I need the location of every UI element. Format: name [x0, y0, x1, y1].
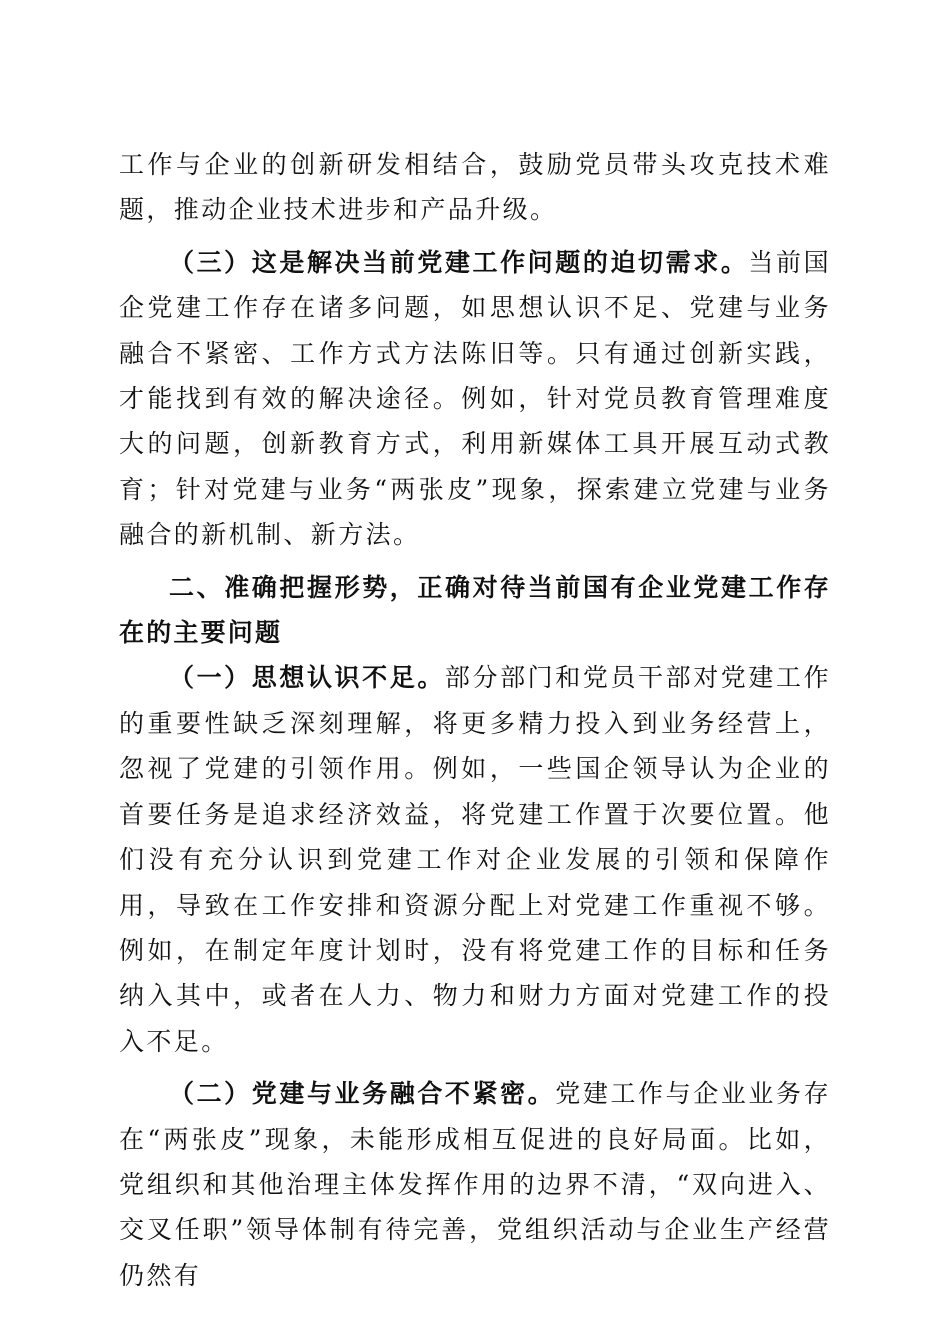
paragraph-subsection-2 — [119, 1071, 831, 1298]
document-body — [119, 142, 831, 1298]
paragraph-lead: （一）思想认识不足。 — [169, 663, 445, 693]
section-heading-2: 二、准确把握形势，正确对待当前国有企业党建工作存在的主要问题 — [119, 572, 831, 648]
paragraph-text: 部分部门和党员干部对党建工作的重要性缺乏深刻理解，将更多精力投入到业务经营上，忽视了党建的引领作用。例如，一些国企领导认为企业的首要任务是追求经济效益，将党建工作置于次要位置。他们没有充分认识到党建工作对企业发展的引领和保障作用，导致在工作安排和资源分配上对党建工作重视不够。例如，在制定年度计划时，没有将党建工作的目标和任务纳入其中，或者在人力、物力和财力方面对党建工作的投入不足。 — [119, 663, 831, 1056]
paragraph-text: 党建工作与企业业务存在“两张皮”现象，未能形成相互促进的良好局面。比如，党组织和其他治理主体发挥作用的边界不清，“双向进入、交叉任职”领导体制有待完善，党组织活动与企业生产经营仍然有 — [119, 1079, 831, 1290]
paragraph-text: 当前国企党建工作存在诸多问题，如思想认识不足、党建与业务融合不紧密、工作方式方法陈旧等。只有通过创新实践，才能找到有效的解决途径。例如，针对党员教育管理难度大的问题，创新教育方式，利用新媒体工具开展互动式教育；针对党建与业务“两张皮”现象，探索建立党建与业务融合的新机制、新方法。 — [119, 247, 832, 550]
paragraph-subsection-1 — [119, 655, 831, 1064]
paragraph-lead: （三）这是解决当前党建工作问题的迫切需求。 — [169, 247, 749, 277]
paragraph-section-3 — [119, 240, 831, 558]
paragraph-lead: （二）党建与业务融合不紧密。 — [169, 1079, 556, 1109]
paragraph-continuation: 工作与企业的创新研发相结合，鼓励党员带头攻克技术难题，推动企业技术进步和产品升级。 — [119, 150, 831, 225]
